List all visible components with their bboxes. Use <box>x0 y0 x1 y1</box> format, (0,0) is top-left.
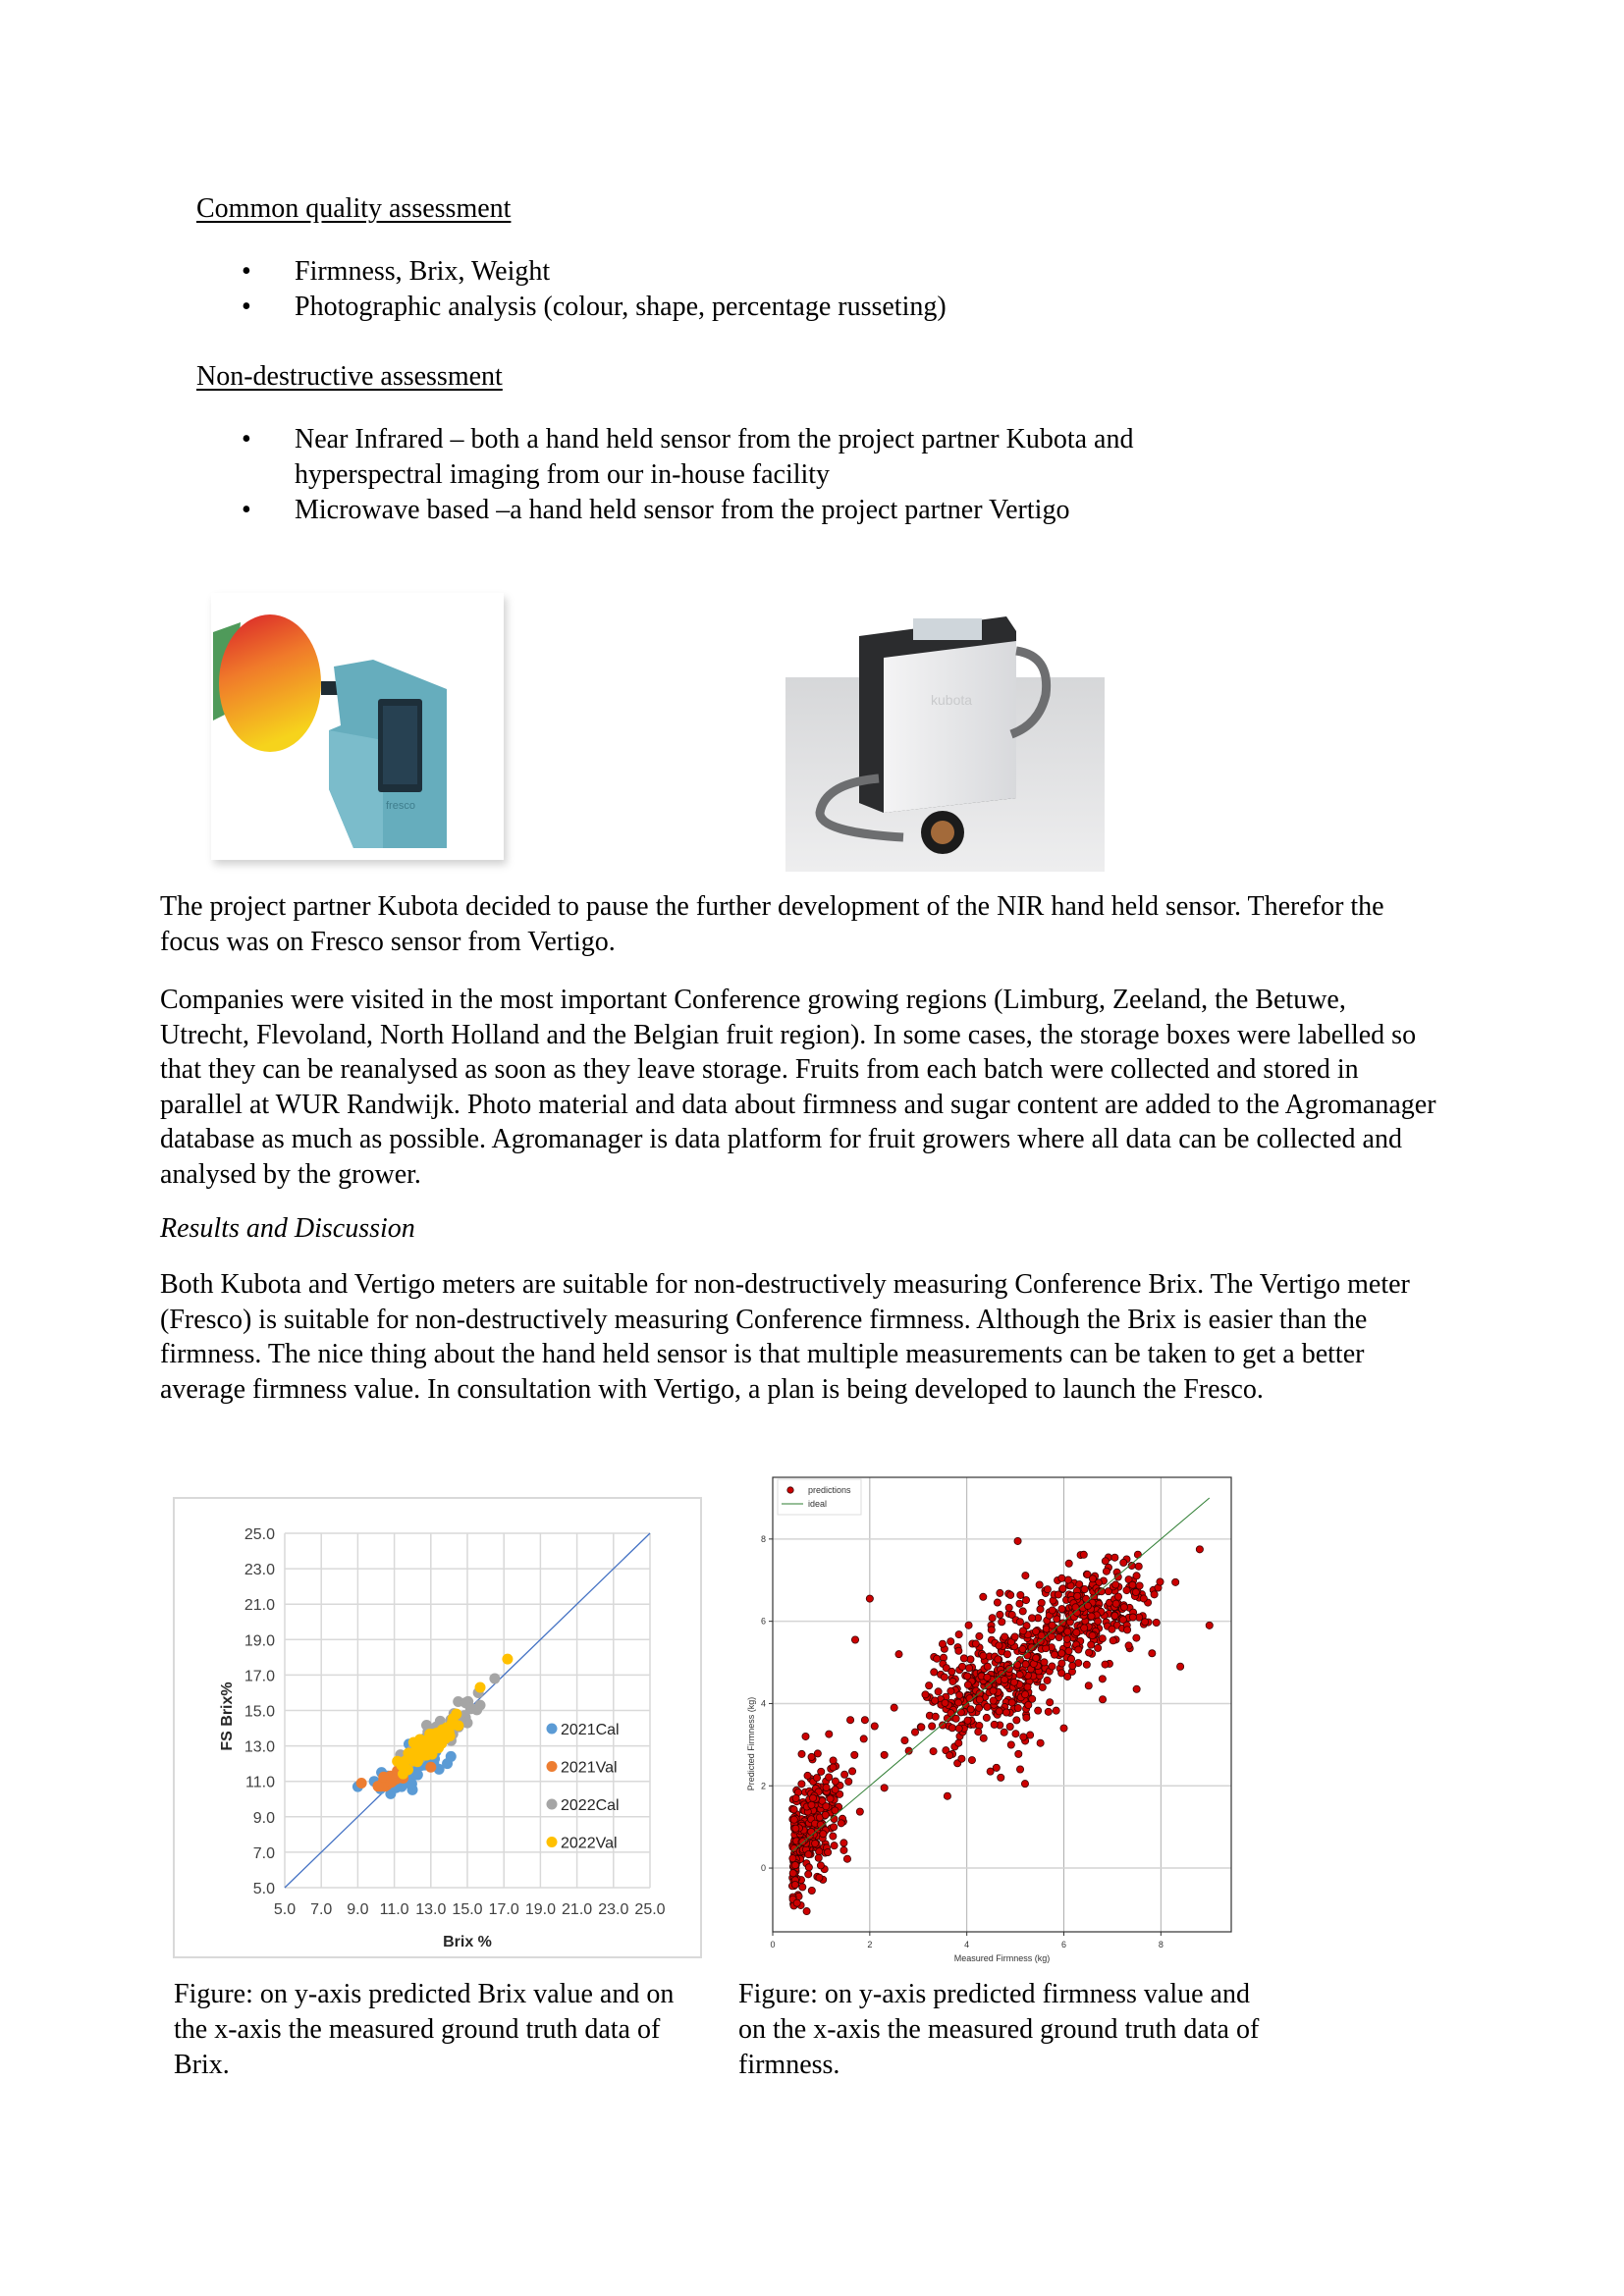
svg-text:11.0: 11.0 <box>379 1901 409 1918</box>
svg-text:25.0: 25.0 <box>244 1526 275 1543</box>
brix-figure-caption: Figure: on y-axis predicted Brix value and on the x-axis the measured ground truth data of Brix. <box>174 1979 675 2080</box>
fresco-sensor-photo <box>211 593 504 860</box>
svg-text:23.0: 23.0 <box>244 1562 275 1579</box>
svg-text:2: 2 <box>867 1940 873 1949</box>
plot-area <box>761 1477 1231 1949</box>
firmness-scatter-chart <box>738 1472 1249 1983</box>
svg-text:7.0: 7.0 <box>252 1844 275 1862</box>
paragraph-company-visits: Companies were visited in the most important Conference growing regions (Limburg, Zeeland, the Betuwe, Utrecht, Flevoland, North Holland and the Belgian fruit region). In some cases, the storage boxes were labelled so that they can be reanalysed as soon as they leave storage. Fruits from each batch were collected and stored in parallel at WUR Randwijk. Photo material and data about firmness and sugar content are added to the Agromanager database as much as possible. Agromanager is data platform for fruit growers where all data can be collected and analysed by the grower. <box>160 985 1436 1190</box>
svg-text:17.0: 17.0 <box>244 1668 275 1685</box>
chart-legend <box>778 1479 861 1515</box>
svg-text:2022Cal: 2022Cal <box>561 1797 620 1814</box>
legend-marker-icon <box>547 1799 558 1810</box>
svg-text:2022Val: 2022Val <box>561 1835 618 1852</box>
list-item: • Near Infrared – both a hand held sensor from the project partner Kubota and hyperspectral imaging from our in-house facility <box>242 424 1134 490</box>
list-item: • Firmness, Brix, Weight <box>196 254 1375 290</box>
svg-text:fresco: fresco <box>386 800 415 812</box>
list-item: • Microwave based –a hand held sensor from the project partner Vertigo <box>196 493 1237 528</box>
x-axis-label: Measured Firmness (kg) <box>953 1953 1051 1963</box>
fresco-device-illustration <box>211 593 504 860</box>
svg-text:19.0: 19.0 <box>524 1901 556 1918</box>
bullet-icon: • <box>242 292 251 322</box>
svg-text:2021Cal: 2021Cal <box>561 1722 620 1738</box>
list-item: • Photographic analysis (colour, shape, percentage russeting) <box>196 290 1375 325</box>
svg-text:6: 6 <box>1061 1940 1067 1949</box>
svg-text:9.0: 9.0 <box>347 1901 369 1918</box>
ideal-line <box>792 1498 1210 1851</box>
legend-marker-icon <box>787 1487 793 1493</box>
legend-marker-icon <box>547 1837 558 1847</box>
svg-text:5.0: 5.0 <box>273 1901 297 1918</box>
firmness-chart-frame <box>738 1472 1249 1983</box>
brix-scatter-chart <box>175 1499 700 1956</box>
bullet-icon: • <box>242 495 251 525</box>
svg-text:15.0: 15.0 <box>244 1703 275 1721</box>
svg-text:4: 4 <box>760 1698 766 1709</box>
svg-text:8: 8 <box>760 1533 766 1544</box>
svg-text:21.0: 21.0 <box>244 1597 275 1615</box>
svg-text:11.0: 11.0 <box>245 1774 275 1791</box>
svg-text:17.0: 17.0 <box>488 1901 519 1918</box>
svg-text:13.0: 13.0 <box>415 1901 447 1918</box>
svg-text:6: 6 <box>760 1616 766 1627</box>
bullet-icon: • <box>242 424 251 454</box>
y-axis-label: Predicted Firmness (kg) <box>746 1696 756 1791</box>
non-destructive-list <box>196 422 1237 528</box>
svg-text:7.0: 7.0 <box>310 1901 333 1918</box>
paragraph-results: Both Kubota and Vertigo meters are suitable for non-destructively measuring Conference Brix. The Vertigo meter (Fresco) is suitable for non-destructively measuring Conference firmness. Although the Brix is easier than the firmness. The nice thing about the hand held sensor is that multiple measurements can be taken to get a better average firmness value. In consultation with Vertigo, a plan is being developed to launch the Fresco. <box>160 1269 1410 1405</box>
chart-legend <box>547 1722 620 1852</box>
x-axis-label: Brix % <box>443 1934 492 1950</box>
svg-text:8: 8 <box>1158 1940 1164 1949</box>
kubota-sensor-photo <box>785 597 1105 872</box>
svg-text:predictions: predictions <box>808 1485 851 1495</box>
svg-text:13.0: 13.0 <box>244 1738 275 1756</box>
firmness-figure-caption: Figure: on y-axis predicted firmness value and on the x-axis the measured ground truth data of firmness. <box>738 1979 1260 2080</box>
paragraph-kubota-pause: The project partner Kubota decided to pause the further development of the NIR hand held sensor. Therefor the focus was on Fresco sensor from Vertigo. <box>160 891 1384 957</box>
svg-text:ideal: ideal <box>808 1499 828 1509</box>
svg-text:25.0: 25.0 <box>634 1901 666 1918</box>
mango-icon <box>219 614 321 752</box>
brix-chart-frame <box>173 1497 702 1958</box>
svg-text:9.0: 9.0 <box>252 1809 275 1827</box>
results-heading: Results and Discussion <box>160 1213 415 1244</box>
svg-text:2021Val: 2021Val <box>561 1759 618 1777</box>
svg-text:kubota: kubota <box>931 692 973 708</box>
svg-text:15.0: 15.0 <box>452 1901 483 1918</box>
legend-marker-icon <box>547 1761 558 1772</box>
section-heading-common-quality: Common quality assessment <box>196 193 512 224</box>
svg-text:4: 4 <box>964 1940 970 1949</box>
svg-text:2: 2 <box>760 1781 766 1791</box>
common-quality-list <box>196 254 1375 325</box>
y-axis-label: FS Brix% <box>219 1682 236 1751</box>
svg-text:0: 0 <box>770 1940 776 1949</box>
legend-marker-icon <box>547 1724 558 1735</box>
svg-text:5.0: 5.0 <box>252 1881 275 1897</box>
kubota-device-illustration <box>785 597 1105 872</box>
bullet-icon: • <box>242 256 251 287</box>
svg-text:23.0: 23.0 <box>598 1901 629 1918</box>
svg-text:0: 0 <box>760 1863 766 1874</box>
section-heading-non-destructive: Non-destructive assessment <box>196 361 503 392</box>
svg-text:19.0: 19.0 <box>244 1632 275 1650</box>
svg-text:21.0: 21.0 <box>562 1901 593 1918</box>
